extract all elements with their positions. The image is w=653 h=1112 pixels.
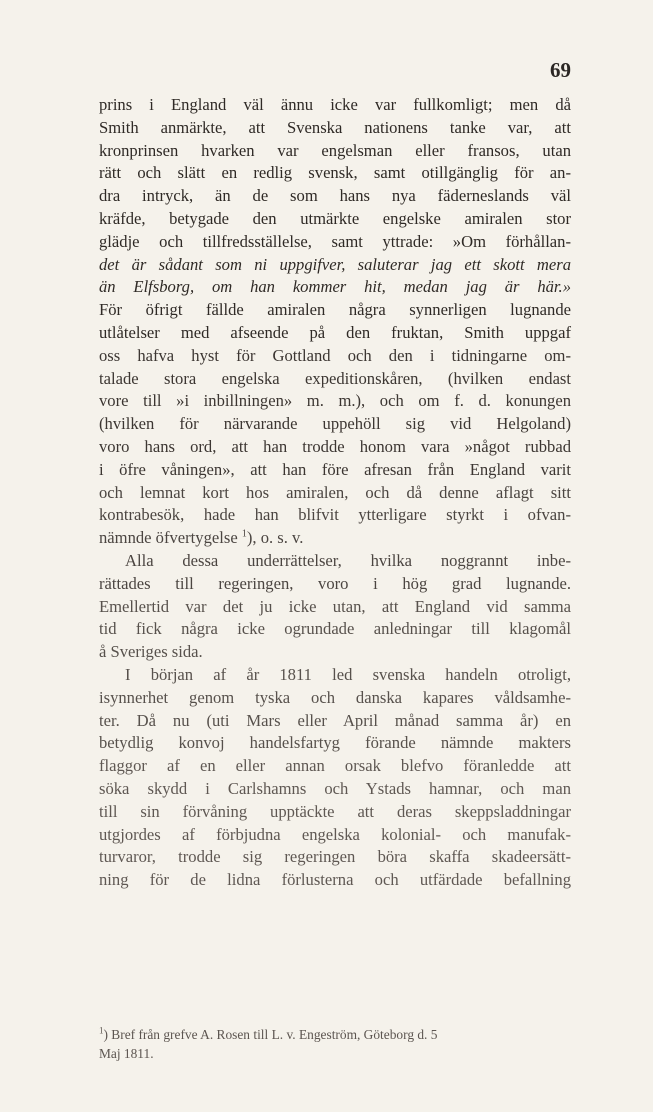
text-line: betydlig konvoj handelsfartyg förande nämnde makters — [99, 733, 571, 753]
text-line: turvaror, trodde sig regeringen böra skaffa skadeersätt- — [99, 847, 571, 867]
footnote-marker: 1 — [241, 528, 247, 540]
text-line-with-footnote: nämnde öfvertygelse $^1$), o. s. v. — [99, 528, 304, 548]
text-line: talade stora engelska expeditionskåren, (hvilken endast — [99, 368, 571, 388]
text-fragment: nämnde öfvertygelse — [99, 528, 238, 548]
text-line: rättades till regeringen, voro i hög grad lugnande. — [99, 573, 571, 593]
footnote-line — [99, 1025, 571, 1044]
text-line: isynnerhet genom tyska och danska kapares våldsamhe- — [99, 687, 571, 707]
text-fragment: , o. s. v. — [252, 528, 304, 548]
text-line: Emellertid var det ju icke utan, att England vid samma — [99, 596, 571, 616]
footnotes — [99, 1025, 571, 1063]
text-line: flaggor af en eller annan orsak blefvo föranledde att — [99, 756, 571, 776]
text-line: I början af år 1811 led svenska handeln otroligt, — [125, 664, 571, 684]
text-line: och lemnat kort hos amiralen, och då denne aflagt sitt — [99, 482, 571, 502]
text-line: Alla dessa underrättelser, hvilka noggrannt inbe- — [125, 550, 571, 570]
body-text — [99, 94, 571, 892]
text-line: kontrabesök, hade han blifvit ytterligare styrkt i ofvan- — [99, 505, 571, 525]
text-line: ter. Då nu (uti Mars eller April månad samma år) en — [99, 710, 571, 730]
footnote-marker: 1 — [99, 1025, 104, 1036]
footnote-text: ) Bref från grefve A. Rosen till L. v. Engeström, Göteborg d. 5 — [103, 1027, 438, 1042]
text-line: å Sveriges sida. — [99, 642, 203, 662]
text-line-italic: det är sådant som ni uppgifver, saluterar jag ett skott mera — [99, 254, 571, 274]
text-line: söka skydd i Carlshamns och Ystads hamnar, och man — [99, 778, 571, 798]
text-line: tid fick några icke ogrundade anledningar till klagomål — [99, 619, 571, 639]
text-line: kräfde, betygade den utmärkte engelske amiralen stor — [99, 208, 571, 228]
text-line: För öfrigt fällde amiralen några synnerligen lugnande — [99, 300, 571, 320]
text-line: Smith anmärkte, att Svenska nationens tanke var, att — [99, 117, 571, 137]
footnote-line: Maj 1811. — [99, 1046, 154, 1061]
text-line: ning för de lidna förlusterna och utfärdade befallning — [99, 870, 571, 890]
text-line: kronprinsen hvarken var engelsman eller fransos, utan — [99, 140, 571, 160]
text-line: voro hans ord, att han trodde honom vara »något rubbad — [99, 436, 571, 456]
text-line: rätt och slätt en redlig svensk, samt otillgänglig för an- — [99, 163, 571, 183]
text-line: utlåtelser med afseende på den fruktan, Smith uppgaf — [99, 322, 571, 342]
page-number: 69 — [550, 58, 571, 82]
text-line: till sin förvåning upptäckte att deras skeppsladdningar — [99, 801, 571, 821]
text-line: dra intryck, än de som hans nya fäderneslands väl — [99, 186, 571, 206]
text-line: i öfre våningen», att han före afresan från England varit — [99, 459, 571, 479]
text-line: vore till »i inbillningen» m. m.), och om f. d. konungen — [99, 391, 571, 411]
text-line: (hvilken för närvarande uppehöll sig vid Helgoland) — [99, 414, 571, 434]
text-line: glädje och tillfredsställelse, samt yttrade: »Om förhållan- — [99, 231, 571, 251]
text-line: prins i England väl ännu icke var fullkomligt; men då — [99, 95, 571, 114]
text-line-italic: än Elfsborg, om han kommer hit, medan jag är här.» — [99, 277, 571, 297]
text-line: utgjordes af förbjudna engelska kolonial- och manufak- — [99, 824, 571, 844]
text-line: oss hafva hyst för Gottland och den i tidningarne om- — [99, 345, 571, 365]
